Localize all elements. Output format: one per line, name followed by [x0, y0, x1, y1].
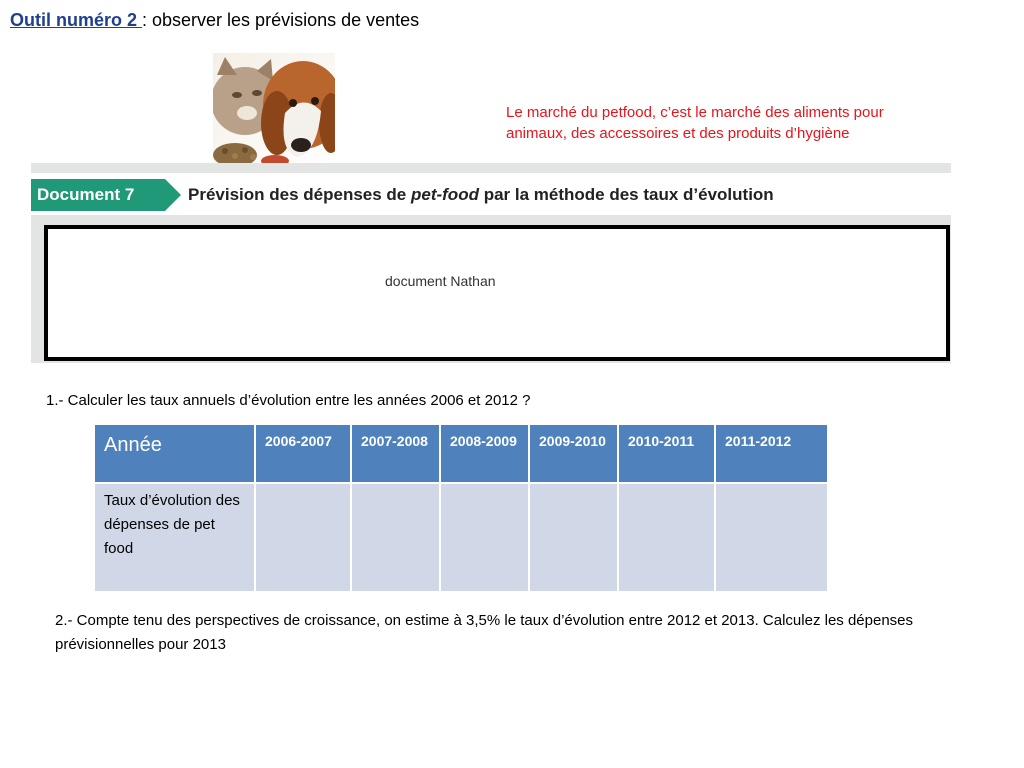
cat-dog-photo	[213, 53, 335, 166]
table-header-period: 2010-2011	[618, 424, 715, 483]
document-source: document Nathan	[385, 273, 496, 289]
table-cell-answer[interactable]	[351, 483, 440, 592]
table-header-period: 2007-2008	[351, 424, 440, 483]
document-badge-label: Document 7	[37, 185, 135, 204]
document-frame	[44, 225, 950, 361]
document-heading	[188, 179, 774, 211]
document-heading-end: par la méthode des taux d’évolution	[478, 185, 774, 204]
table-cell-answer[interactable]	[529, 483, 618, 592]
petfood-definition-note: Le marché du petfood, c’est le marché des aliments pour animaux, des accessoires et des produits d’hygiène	[506, 104, 884, 142]
title-subtitle: : observer les prévisions de ventes	[142, 10, 420, 30]
document-heading-start: Prévision des dépenses de	[188, 185, 411, 204]
table-row-label: Taux d’évolution des dépenses de pet food	[94, 483, 255, 592]
question-1: 1.- Calculer les taux annuels d’évolution entre les années 2006 et 2012 ?	[46, 392, 531, 409]
document-excerpt	[31, 163, 951, 363]
evolution-rates-table	[93, 423, 829, 593]
table-header-period: 2009-2010	[529, 424, 618, 483]
table-cell-answer[interactable]	[618, 483, 715, 592]
table-cell-answer[interactable]	[715, 483, 828, 592]
table-row	[94, 483, 828, 592]
table-header-period: 2011-2012	[715, 424, 828, 483]
table-header-period: 2006-2007	[255, 424, 351, 483]
document-badge	[31, 179, 165, 211]
question-2: 2.- Compte tenu des perspectives de croissance, on estime à 3,5% le taux d’évolution entre 2012 et 2013. Calculez les dépenses prévisionnelles pour 2013	[55, 612, 914, 653]
document-heading-emphasis: pet-food	[410, 185, 479, 204]
table-header-year: Année	[94, 424, 255, 483]
table-header-period: 2008-2009	[440, 424, 529, 483]
table-cell-answer[interactable]	[255, 483, 351, 592]
title-tool-number: Outil numéro 2	[10, 10, 143, 30]
page-title	[10, 10, 419, 31]
table-header-row	[94, 424, 828, 483]
arrow-right-icon	[165, 179, 181, 211]
table-cell-answer[interactable]	[440, 483, 529, 592]
